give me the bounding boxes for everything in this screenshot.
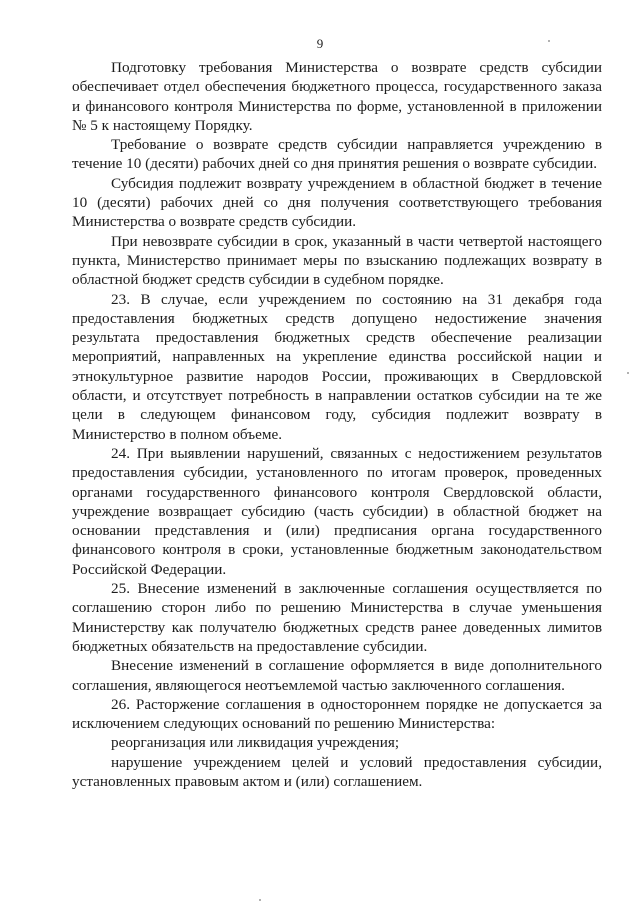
- scan-artifact: [548, 40, 550, 42]
- paragraph: Субсидия подлежит возврату учреждением в областной бюджет в течение 10 (десяти) рабочих дней со дня получения соответствующего требования Министерства о возврате средств субсидии.: [72, 174, 602, 231]
- list-item: реорганизация или ликвидация учреждения;: [111, 734, 400, 752]
- list-item: нарушение учреждением целей и условий предоставления субсидии, установленных правовым актом и (или) соглашением.: [72, 753, 602, 790]
- paragraph: Требование о возврате средств субсидии направляется учреждению в течение 10 (десяти) рабочих дней со дня принятия решения о возврате субсидии.: [72, 136, 602, 173]
- paragraph-26: 26. Расторжение соглашения в одностороннем порядке не допускается за исключением следующих оснований по решению Министерства:: [72, 695, 602, 733]
- paragraph-23: 23. В случае, если учреждением по состоянию на 31 декабря года предоставления бюджетных средств допущено недостижение значения результата предоставления бюджетных средств обеспечение реализации мероприятий, направленных на укрепление единства российской нации и этнокультурное развитие народов России, проживающих в Свердловской области, и отсутствует потребность в направлении остатков субсидии на те же цели в следующем финансовом году, субсидия подлежит возврату в Министерство в полном объеме.: [72, 290, 602, 443]
- scan-artifact: [627, 372, 629, 374]
- scan-artifact: [259, 899, 261, 901]
- paragraph-25: 25. Внесение изменений в заключенные соглашения осуществляется по соглашению сторон либо по решению Министерства в случае уменьшения Министерству как получателю бюджетных средств ранее доведенных лимитов бюджетных обязательств на предоставление субсидии.: [72, 580, 602, 655]
- document-body: [72, 58, 602, 791]
- paragraph: Подготовку требования Министерства о возврате средств субсидии обеспечивает отдел обеспечения бюджетного процесса, государственного заказа и финансового контроля Министерства по форме, установленной в приложении № 5 к настоящему Порядку.: [72, 59, 602, 134]
- paragraph: При невозврате субсидии в срок, указанный в части четвертой настоящего пункта, Министерство принимает меры по взысканию подлежащих возврату в областной бюджет средств субсидии в судебном порядке.: [72, 232, 602, 289]
- paragraph-24: 24. При выявлении нарушений, связанных с недостижением результатов предоставления субсидии, установленного по итогам проверок, проведенных органами государственного финансового контроля Свердловской области, учреждение возвращает субсидию (часть субсидии) в областной бюджет на основании представления и (или) предписания органа государственного финансового контроля в сроки, установленные бюджетным законодательством Российской Федерации.: [72, 444, 602, 578]
- paragraph: Внесение изменений в соглашение оформляется в виде дополнительного соглашения, являющегося неотъемлемой частью заключенного соглашения.: [72, 657, 602, 694]
- page-number: 9: [316, 36, 324, 51]
